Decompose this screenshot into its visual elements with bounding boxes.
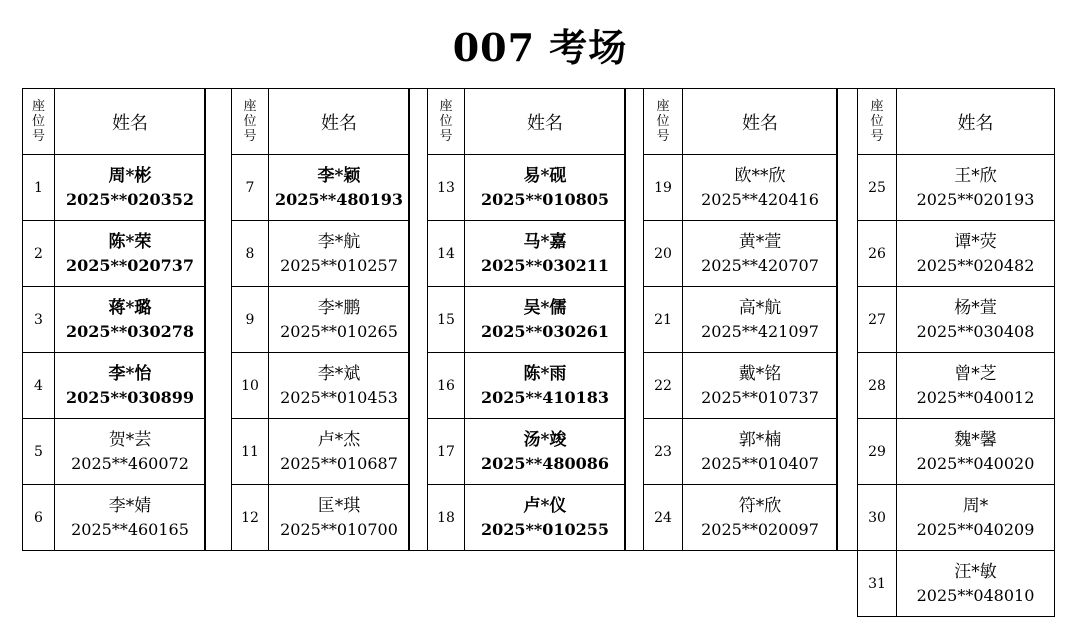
seat-header: [23, 89, 55, 155]
gap-row: [837, 155, 858, 221]
student-name: 蒋*璐: [108, 297, 152, 318]
student-cell: [897, 287, 1055, 353]
student-cell: [465, 419, 626, 485]
gap-row: [205, 89, 232, 155]
gap-cell: [837, 353, 858, 419]
student-cell: [55, 353, 206, 419]
gap-cell: [625, 89, 644, 155]
seat-number: 27: [858, 287, 897, 353]
name-header: 姓名: [55, 89, 206, 155]
gap-cell: [205, 287, 232, 353]
table-row: [858, 551, 1055, 617]
gap-cell: [409, 221, 428, 287]
table-row: [428, 287, 626, 353]
seat-header-char: 位: [656, 114, 670, 129]
gap-row: [205, 353, 232, 419]
student-name: 李*婧: [108, 495, 152, 516]
student-cell: [683, 485, 838, 551]
student-cell: [465, 353, 626, 419]
block-gap-2: [408, 88, 428, 551]
page-title: 007 考场: [452, 25, 628, 70]
student-id: 2025**010453: [280, 387, 398, 407]
seat-header-char: 位: [870, 114, 884, 129]
seat-header: [858, 89, 897, 155]
gap-cell: [205, 221, 232, 287]
student-name: 汤*竣: [523, 429, 567, 450]
student-id: 2025**010805: [480, 189, 610, 209]
student-id: 2025**020482: [916, 255, 1035, 275]
gap-cell: [625, 221, 644, 287]
table-row: [23, 353, 206, 419]
student-id: 2025**020352: [65, 189, 195, 209]
seat-number: 15: [428, 287, 465, 353]
table-row: [232, 419, 410, 485]
seat-number: 24: [644, 485, 683, 551]
seat-header: [428, 89, 465, 155]
header-row: [428, 89, 626, 155]
seat-header-char: 号: [31, 129, 45, 144]
seat-number: 2: [23, 221, 55, 287]
table-row: [232, 353, 410, 419]
seat-number: 16: [428, 353, 465, 419]
seat-number: 7: [232, 155, 269, 221]
seat-header: [644, 89, 683, 155]
student-cell: [683, 155, 838, 221]
header-row: [23, 89, 206, 155]
name-header: 姓名: [269, 89, 410, 155]
student-cell: [269, 155, 410, 221]
gap-row: [409, 221, 428, 287]
student-cell: [683, 287, 838, 353]
student-cell: [465, 155, 626, 221]
seat-table-block-2: [231, 88, 410, 551]
table-row: [23, 419, 206, 485]
table-row: [428, 485, 626, 551]
gap-cell: [625, 485, 644, 551]
name-header: 姓名: [897, 89, 1055, 155]
student-name: 匡*琪: [317, 495, 361, 516]
student-cell: [683, 419, 838, 485]
gap-row: [205, 485, 232, 551]
seat-table-block-1: [22, 88, 206, 551]
gap-row: [409, 287, 428, 353]
gap-cell: [625, 155, 644, 221]
seat-number: 21: [644, 287, 683, 353]
student-cell: [269, 485, 410, 551]
gap-row: [625, 221, 644, 287]
table-row: [644, 353, 838, 419]
seat-header-char: 号: [439, 129, 453, 144]
seat-number: 26: [858, 221, 897, 287]
gap-cell: [409, 353, 428, 419]
block-gap-1: [204, 88, 232, 551]
gap-cell: [205, 89, 232, 155]
table-row: [428, 221, 626, 287]
student-name: 郭*楠: [738, 429, 782, 450]
gap-row: [409, 485, 428, 551]
seat-header: [232, 89, 269, 155]
seat-number: 11: [232, 419, 269, 485]
student-name: 汪*敏: [954, 561, 997, 582]
name-header: 姓名: [683, 89, 838, 155]
student-name: 杨*萱: [954, 297, 997, 318]
table-row: [858, 419, 1055, 485]
seat-table-block-5: [857, 88, 1055, 617]
seat-number: 8: [232, 221, 269, 287]
student-id: 2025**420416: [701, 189, 819, 209]
student-name: 周*彬: [108, 165, 152, 186]
table-row: [428, 155, 626, 221]
student-name: 卢*杰: [317, 429, 361, 450]
table-row: [232, 155, 410, 221]
student-cell: [683, 221, 838, 287]
seat-header-char: 号: [656, 129, 670, 144]
gap-row: [205, 419, 232, 485]
seat-number: 19: [644, 155, 683, 221]
seat-number: 29: [858, 419, 897, 485]
student-name: 陈*荣: [108, 231, 152, 252]
student-cell: [55, 221, 206, 287]
table-row: [23, 155, 206, 221]
student-name: 李*鹏: [317, 297, 361, 318]
seat-header-char: 座: [656, 99, 670, 114]
gap-cell: [205, 419, 232, 485]
student-cell: [55, 155, 206, 221]
seat-number: 1: [23, 155, 55, 221]
gap-cell: [409, 155, 428, 221]
gap-cell: [409, 485, 428, 551]
student-id: 2025**040012: [916, 387, 1035, 407]
gap-row: [625, 485, 644, 551]
table-row: [858, 353, 1055, 419]
student-id: 2025**040209: [916, 519, 1035, 539]
student-id: 2025**010737: [701, 387, 819, 407]
student-name: 李*怡: [108, 363, 152, 384]
student-cell: [55, 485, 206, 551]
gap-row: [409, 89, 428, 155]
student-id: 2025**030211: [480, 255, 610, 275]
gap-cell: [409, 419, 428, 485]
seat-number: 5: [23, 419, 55, 485]
student-cell: [55, 419, 206, 485]
gap-cell: [205, 485, 232, 551]
gap-row: [837, 221, 858, 287]
seat-number: 17: [428, 419, 465, 485]
gap-row: [837, 485, 858, 551]
seat-number: 12: [232, 485, 269, 551]
gap-row: [205, 287, 232, 353]
gap-row: [625, 287, 644, 353]
student-id: 2025**420707: [701, 255, 819, 275]
table-row: [428, 419, 626, 485]
header-row: [858, 89, 1055, 155]
gap-row: [625, 155, 644, 221]
student-cell: [897, 551, 1055, 617]
student-name: 贺*芸: [108, 429, 152, 450]
student-id: 2025**010407: [701, 453, 819, 473]
student-cell: [465, 287, 626, 353]
header-row: [232, 89, 410, 155]
gap-cell: [837, 155, 858, 221]
table-row: [858, 485, 1055, 551]
seat-header-char: 号: [870, 129, 884, 144]
gap-cell: [837, 485, 858, 551]
student-id: 2025**010255: [480, 519, 610, 539]
student-id: 2025**030278: [65, 321, 195, 341]
seat-number: 28: [858, 353, 897, 419]
student-name: 曾*芝: [954, 363, 997, 384]
table-row: [644, 485, 838, 551]
student-id: 2025**480193: [274, 189, 404, 209]
seat-number: 23: [644, 419, 683, 485]
table-row: [858, 155, 1055, 221]
gap-row: [205, 221, 232, 287]
gap-cell: [409, 287, 428, 353]
student-id: 2025**460072: [71, 453, 189, 473]
table-row: [644, 155, 838, 221]
table-row: [232, 485, 410, 551]
student-name: 吴*儒: [523, 297, 567, 318]
seat-number: 25: [858, 155, 897, 221]
table-row: [858, 221, 1055, 287]
gap-row: [837, 353, 858, 419]
seat-header-char: 座: [243, 99, 257, 114]
gap-row: [409, 353, 428, 419]
student-cell: [897, 485, 1055, 551]
gap-cell: [625, 353, 644, 419]
gap-cell: [205, 155, 232, 221]
student-name: 易*砚: [523, 165, 567, 186]
gap-cell: [205, 353, 232, 419]
name-header: 姓名: [465, 89, 626, 155]
student-id: 2025**010700: [280, 519, 398, 539]
seat-number: 13: [428, 155, 465, 221]
gap-row: [625, 353, 644, 419]
student-id: 2025**020097: [701, 519, 819, 539]
gap-row: [625, 419, 644, 485]
header-row: [644, 89, 838, 155]
gap-cell: [409, 89, 428, 155]
table-row: [23, 485, 206, 551]
student-cell: [897, 155, 1055, 221]
student-name: 李*颖: [317, 165, 361, 186]
seat-header-char: 位: [439, 114, 453, 129]
seat-number: 6: [23, 485, 55, 551]
student-cell: [269, 221, 410, 287]
student-name: 谭*荧: [954, 231, 997, 252]
seat-header-char: 座: [439, 99, 453, 114]
gap-row: [205, 155, 232, 221]
gap-row: [625, 89, 644, 155]
student-id: 2025**030899: [65, 387, 195, 407]
student-cell: [55, 287, 206, 353]
seat-header-char: 位: [31, 114, 45, 129]
student-id: 2025**421097: [701, 321, 819, 341]
gap-row: [837, 419, 858, 485]
seat-header-char: 位: [243, 114, 257, 129]
seat-number: 20: [644, 221, 683, 287]
gap-cell: [837, 89, 858, 155]
table-row: [644, 221, 838, 287]
student-cell: [683, 353, 838, 419]
student-id: 2025**030408: [916, 321, 1035, 341]
student-id: 2025**010257: [280, 255, 398, 275]
table-row: [23, 287, 206, 353]
student-id: 2025**040020: [916, 453, 1035, 473]
table-row: [232, 221, 410, 287]
gap-cell: [837, 221, 858, 287]
gap-cell: [625, 419, 644, 485]
student-id: 2025**030261: [480, 321, 610, 341]
seat-header-char: 座: [31, 99, 45, 114]
table-row: [428, 353, 626, 419]
table-row: [644, 419, 838, 485]
student-name: 黄*萱: [738, 231, 782, 252]
student-name: 卢*仪: [523, 495, 567, 516]
block-gap-4: [836, 88, 858, 551]
student-id: 2025**020193: [916, 189, 1035, 209]
student-name: 欧**欣: [734, 165, 786, 186]
seat-number: 30: [858, 485, 897, 551]
student-id: 2025**048010: [916, 585, 1035, 605]
gap-cell: [837, 419, 858, 485]
table-row: [23, 221, 206, 287]
student-name: 马*嘉: [523, 231, 567, 252]
table-row: [232, 287, 410, 353]
seat-header-char: 座: [870, 99, 884, 114]
student-name: 符*欣: [738, 495, 782, 516]
gap-row: [837, 287, 858, 353]
student-id: 2025**480086: [480, 453, 610, 473]
student-name: 陈*雨: [523, 363, 567, 384]
student-cell: [897, 221, 1055, 287]
seat-number: 18: [428, 485, 465, 551]
seat-number: 3: [23, 287, 55, 353]
gap-row: [837, 89, 858, 155]
gap-cell: [625, 287, 644, 353]
student-name: 高*航: [738, 297, 782, 318]
seat-number: 9: [232, 287, 269, 353]
seat-header-char: 号: [243, 129, 257, 144]
seat-number: 10: [232, 353, 269, 419]
seat-number: 22: [644, 353, 683, 419]
table-row: [644, 287, 838, 353]
student-name: 魏*馨: [954, 429, 997, 450]
student-name: 李*航: [317, 231, 361, 252]
student-id: 2025**010265: [280, 321, 398, 341]
student-id: 2025**410183: [480, 387, 610, 407]
student-cell: [269, 419, 410, 485]
block-gap-3: [624, 88, 644, 551]
student-cell: [465, 485, 626, 551]
student-name: 李*斌: [317, 363, 361, 384]
seat-number: 14: [428, 221, 465, 287]
gap-row: [409, 155, 428, 221]
student-name: 周*: [962, 495, 989, 516]
table-row: [858, 287, 1055, 353]
student-id: 2025**020737: [65, 255, 195, 275]
student-id: 2025**460165: [71, 519, 189, 539]
student-name: 戴*铭: [738, 363, 782, 384]
student-name: 王*欣: [954, 165, 997, 186]
seat-table-block-3: [427, 88, 626, 551]
student-cell: [465, 221, 626, 287]
student-cell: [269, 353, 410, 419]
student-cell: [897, 419, 1055, 485]
seat-table-block-4: [643, 88, 838, 551]
seat-number: 4: [23, 353, 55, 419]
seat-number: 31: [858, 551, 897, 617]
student-id: 2025**010687: [280, 453, 398, 473]
gap-row: [409, 419, 428, 485]
gap-cell: [837, 287, 858, 353]
student-cell: [897, 353, 1055, 419]
student-cell: [269, 287, 410, 353]
